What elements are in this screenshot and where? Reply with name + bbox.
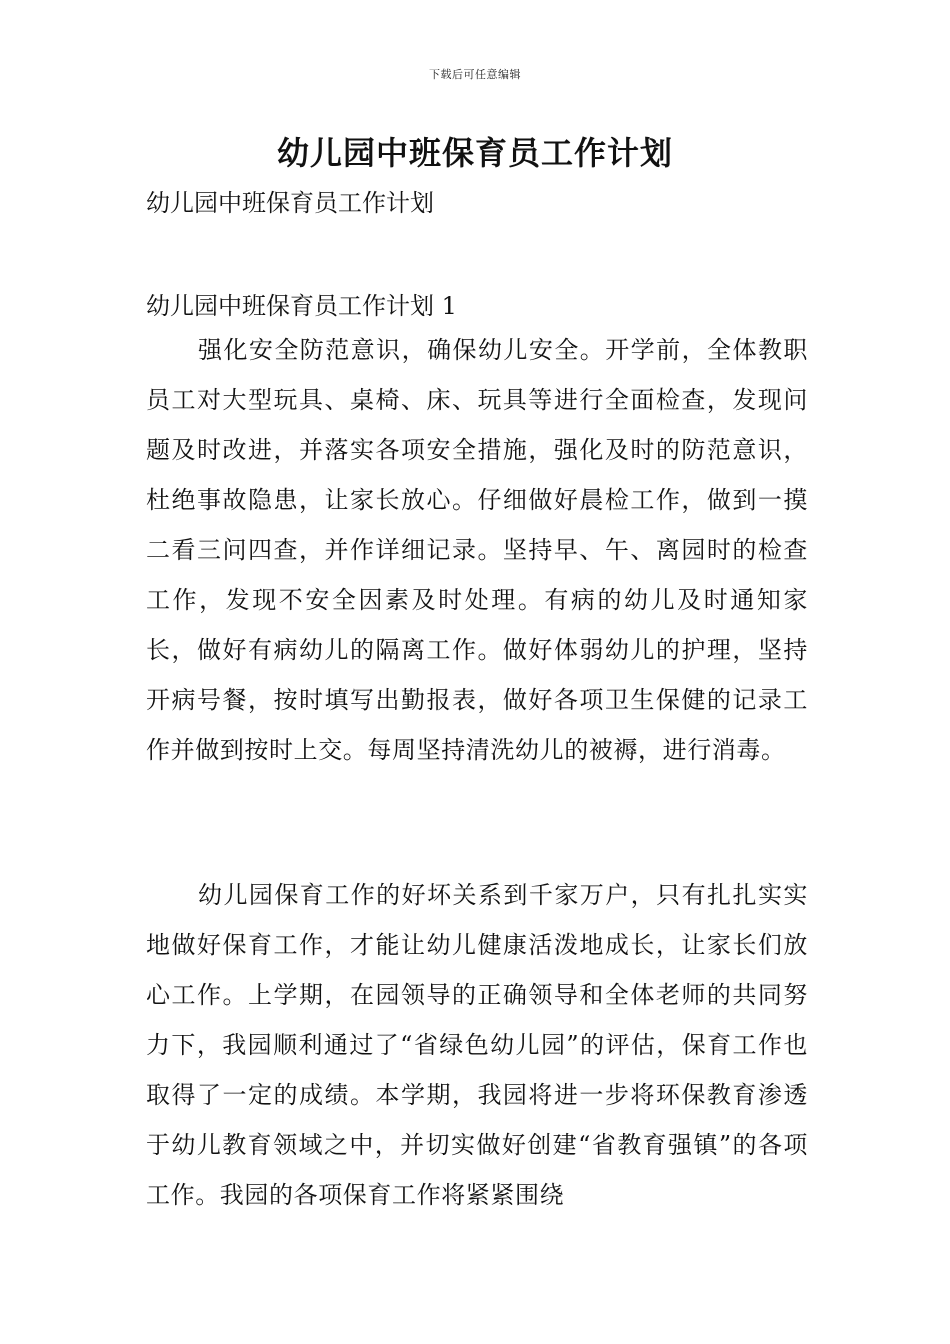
document-subtitle: 幼儿园中班保育员工作计划 <box>146 189 434 217</box>
body-paragraph: 强化安全防范意识，确保幼儿安全。开学前，全体教职员工对大型玩具、桌椅、床、玩具等进行全面检查，发现问题及时改进，并落实各项安全措施，强化及时的防范意识，杜绝事故隐患，让家长放心。仔细做好晨检工作，做到一摸二看三问四查，并作详细记录。坚持早、午、离园时的检查工作，发现不安全因素及时处理。有病的幼儿及时通知家长，做好有病幼儿的隔离工作。做好体弱幼儿的护理，坚持开病号餐，按时填写出勤报表，做好各项卫生保健的记录工作并做到按时上交。每周坚持清洗幼儿的被褥，进行消毒。 <box>146 336 808 764</box>
document-title: 幼儿园中班保育员工作计划 <box>276 134 673 172</box>
body-paragraph: 幼儿园保育工作的好坏关系到千家万户，只有扎扎实实地做好保育工作，才能让幼儿健康活泼地成长，让家长们放心工作。上学期，在园领导的正确领导和全体老师的共同努力下，我园顺利通过了“省绿色幼儿园”的评估，保育工作也取得了一定的成绩。本学期，我园将进一步将环保教育渗透于幼儿教育领域之中，并切实做好创建“省教育强镇”的各项工作。我园的各项保育工作将紧紧围绕 <box>146 881 808 1209</box>
section-heading: 幼儿园中班保育员工作计划 1 <box>146 292 457 320</box>
header-note: 下载后可任意编辑 <box>429 68 521 81</box>
